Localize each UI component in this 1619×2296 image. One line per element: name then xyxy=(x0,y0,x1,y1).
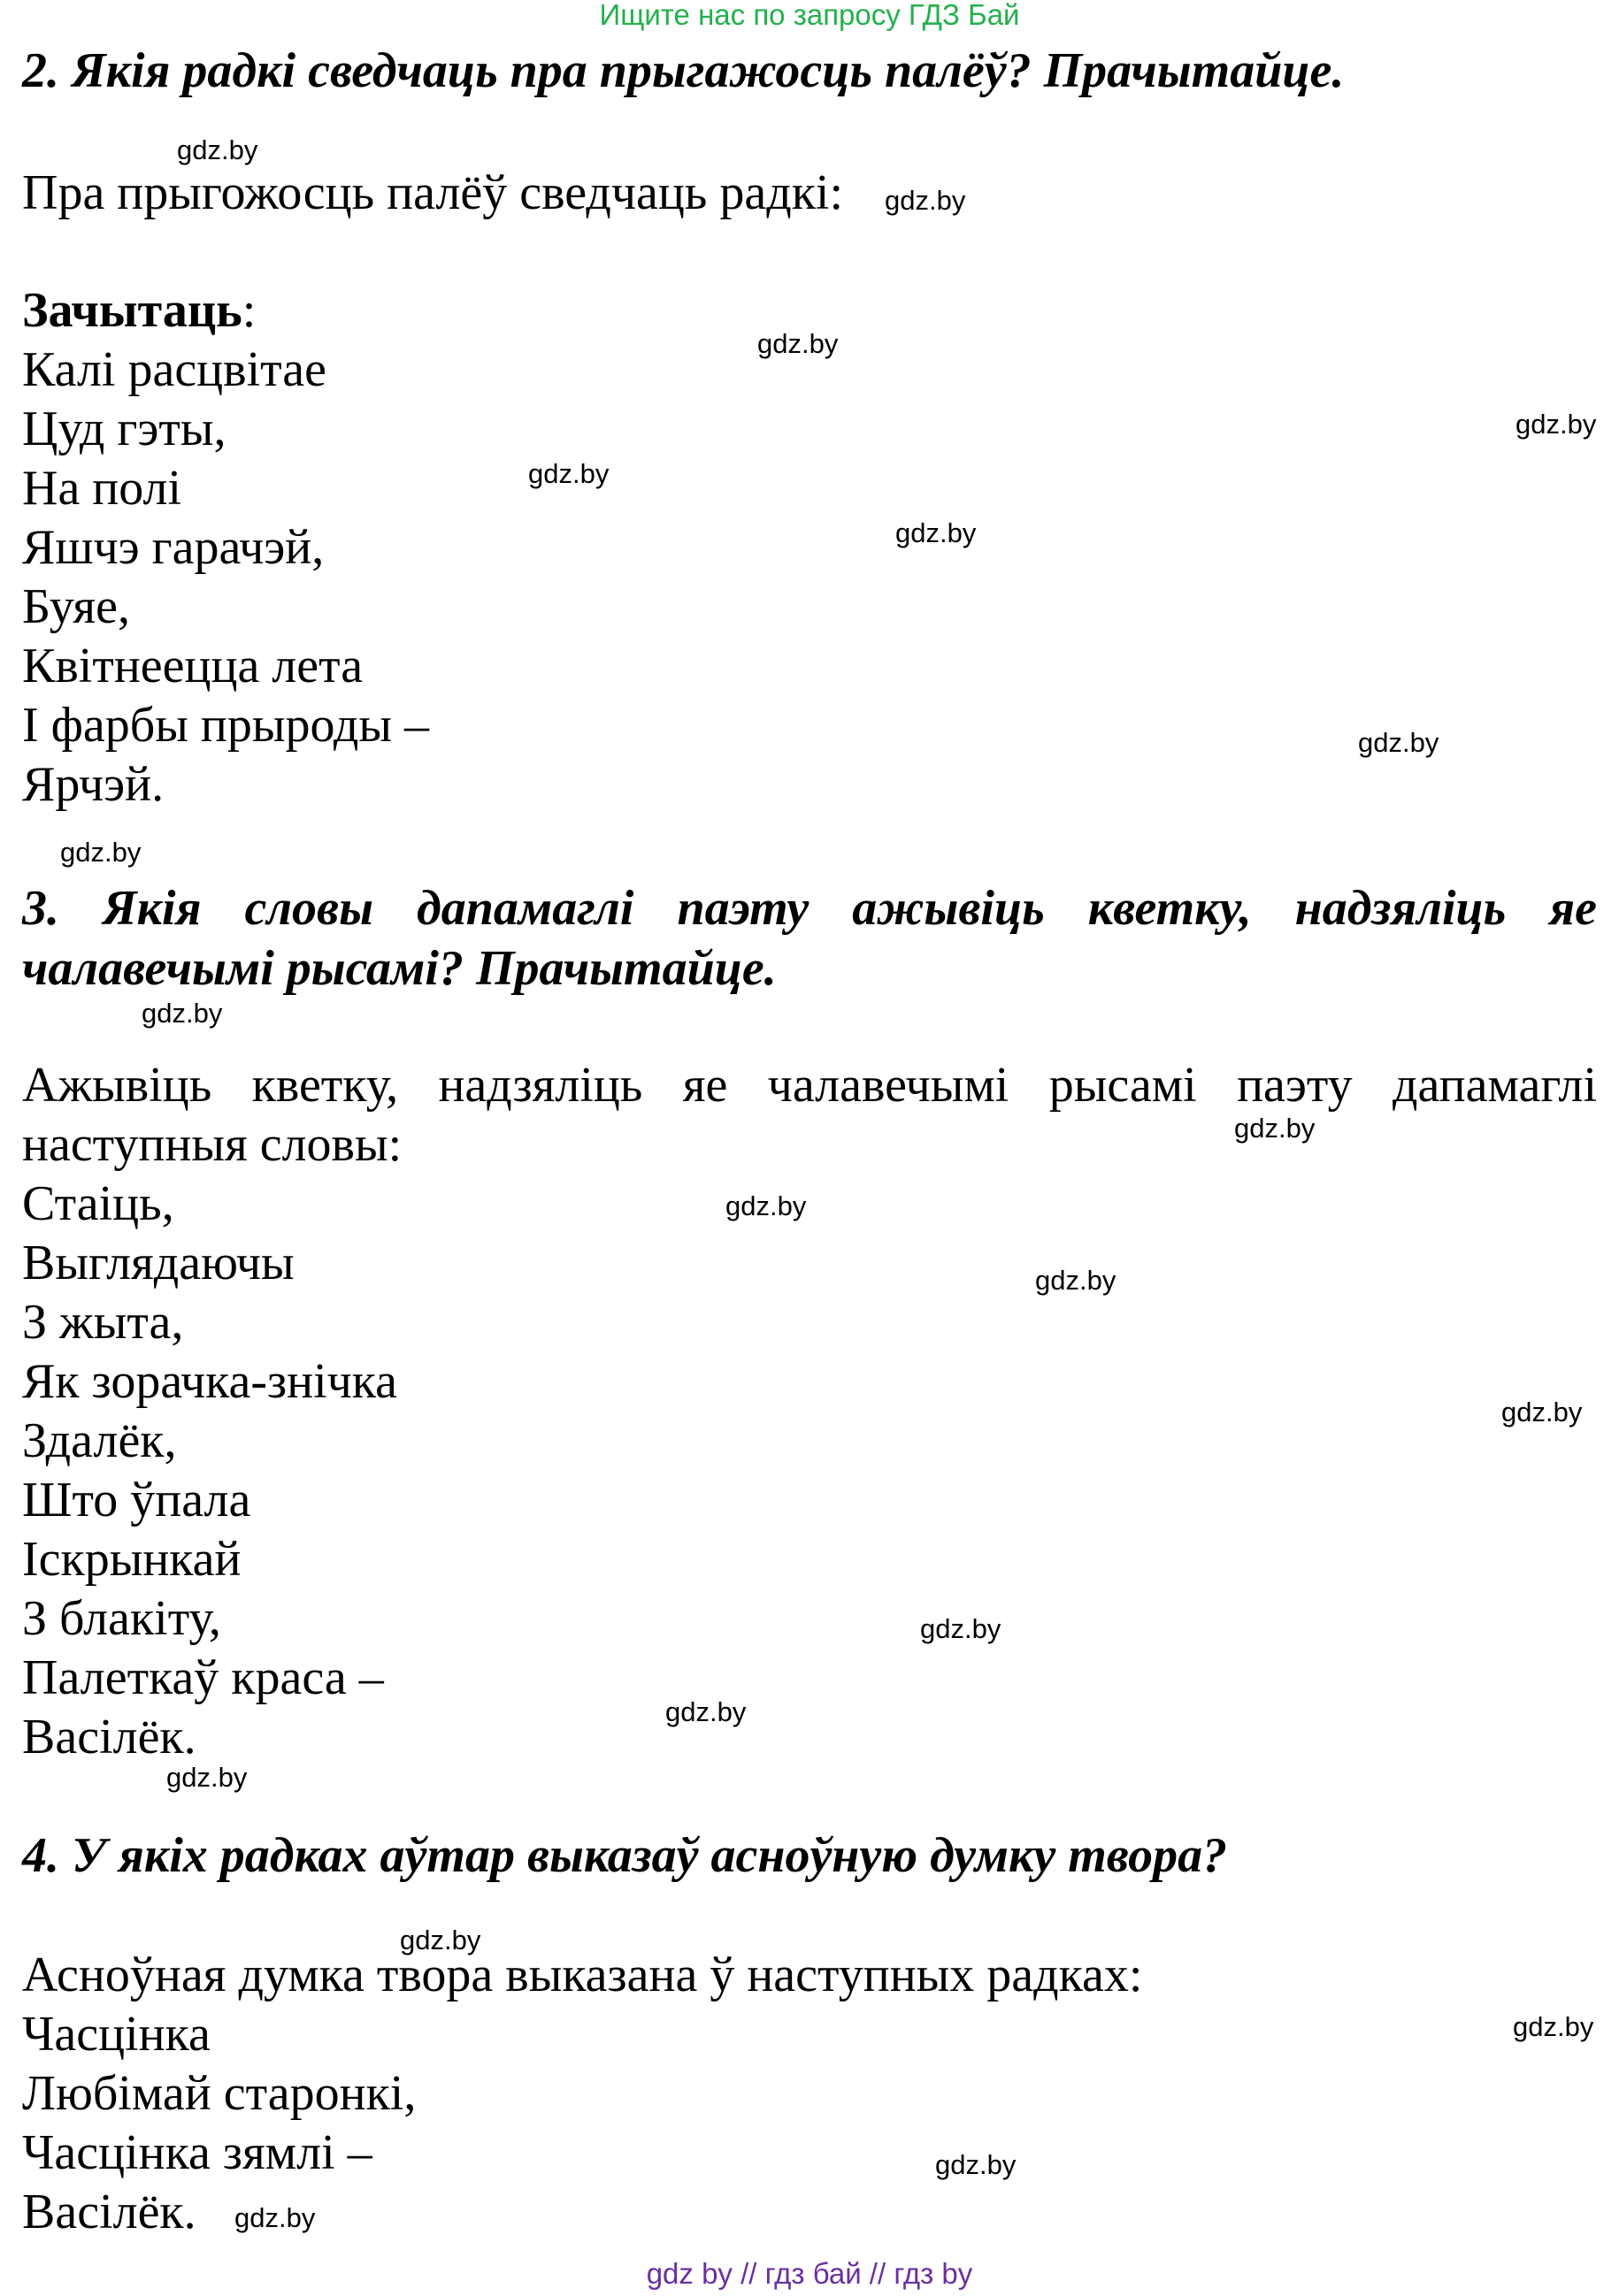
poem-2-line: На полі xyxy=(22,461,182,516)
answer-2-intro: Пра прыгожосць палёў сведчаць радкі: xyxy=(22,165,844,220)
watermark: gdz.by xyxy=(1501,1397,1583,1427)
poem-2-line: Квітнеецца лета xyxy=(22,639,364,693)
poem-3-line: Выглядаючы xyxy=(22,1236,295,1290)
watermark: gdz.by xyxy=(665,1696,747,1727)
poem-2-line: Калі расцвітае xyxy=(22,342,327,397)
poem-4-line: Любімай старонкі, xyxy=(22,2066,417,2121)
watermark: gdz.by xyxy=(895,517,977,548)
watermark: gdz.by xyxy=(1358,727,1439,758)
poem-2-line: Ярчэй. xyxy=(22,757,165,812)
watermark: gdz.by xyxy=(1234,1113,1316,1144)
question-2: 2. Якія радкі сведчаць пра прыгажосць палёў? Прачытайце. xyxy=(22,43,1345,98)
poem-3-line: Здалёк, xyxy=(22,1413,177,1468)
poem-3-line: З жыта, xyxy=(22,1295,184,1350)
watermark: gdz.by xyxy=(1035,1265,1116,1296)
poem-2-line: Цуд гэты, xyxy=(22,402,226,456)
watermark: gdz.by xyxy=(177,134,258,165)
watermark: gdz.by xyxy=(757,328,839,359)
watermark: gdz.by xyxy=(400,1925,481,1955)
poem-4-line: Васілёк. xyxy=(22,2185,196,2239)
read-label: Зачытаць xyxy=(22,283,242,338)
poem-3-line: Палеткаў краса – xyxy=(22,1650,384,1705)
watermark: gdz.by xyxy=(935,2149,1017,2180)
watermark: gdz.by xyxy=(528,458,610,489)
question-3: 3. Якія словы дапамаглі паэту ажывіць кветку, надзяліць яе чалавечымі рысамі? Прачытайце. xyxy=(22,881,1597,996)
watermark: gdz.by xyxy=(166,1762,248,1793)
poem-4-line: Часцінка зямлі – xyxy=(22,2125,372,2180)
watermark: gdz.by xyxy=(725,1190,807,1221)
poem-2-line: Буяе, xyxy=(22,579,130,634)
watermark: gdz.by xyxy=(885,185,966,216)
question-4: 4. У якіх радках аўтар выказаў асноўную думку твора? xyxy=(22,1828,1228,1883)
watermark: gdz.by xyxy=(1513,2011,1594,2042)
poem-2-line: Яшчэ гарачэй, xyxy=(22,520,325,575)
poem-3-line: Стаіць, xyxy=(22,1176,174,1231)
poem-4-line: Часцінка xyxy=(22,2007,211,2062)
watermark: gdz.by xyxy=(920,1613,1001,1644)
read-label-line xyxy=(22,281,256,341)
poem-2-line: І фарбы прыроды – xyxy=(22,698,430,753)
top-banner[interactable]: Ищите нас по запросу ГДЗ Бай xyxy=(599,0,1020,31)
poem-3-line: З блакіту, xyxy=(22,1591,221,1646)
watermark: gdz.by xyxy=(60,837,142,868)
watermark: gdz.by xyxy=(142,998,223,1029)
poem-3-line: Што ўпала xyxy=(22,1473,251,1527)
answer-3-intro: Ажывіць кветку, надзяліць яе чалавечымі рысамі паэту дапамаглі наступныя словы: xyxy=(22,1058,1597,1172)
watermark: gdz.by xyxy=(1515,409,1597,440)
poem-3-line: Іскрынкай xyxy=(22,1532,242,1587)
answer-4-intro: Асноўная думка твора выказана ў наступных радках: xyxy=(22,1948,1143,2002)
watermark: gdz.by xyxy=(234,2202,316,2233)
poem-3-line: Васілёк. xyxy=(22,1710,196,1764)
poem-3-line: Як зорачка-знічка xyxy=(22,1354,398,1409)
read-label-colon: : xyxy=(242,283,257,338)
footer-links[interactable]: gdz by // гдз бай // гдз by xyxy=(646,2257,973,2290)
